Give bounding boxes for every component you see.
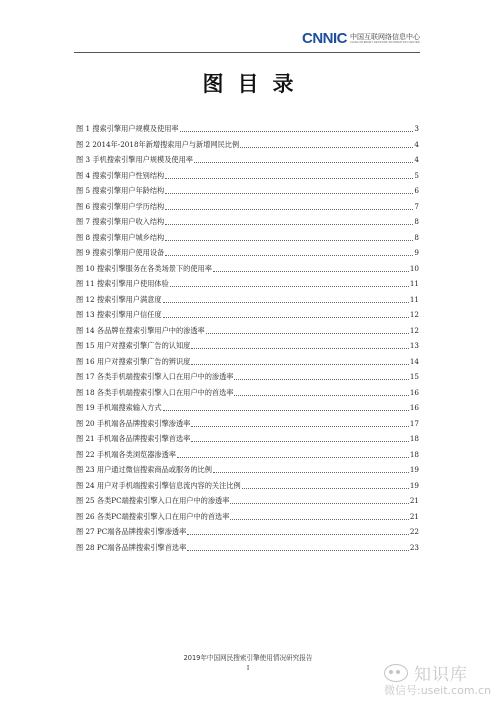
page-number: I [246,664,250,672]
toc-entry[interactable] [76,121,419,137]
toc-entry-label: 图 20 手机端各品牌搜索引擎渗透率 [76,418,191,428]
logo-cn: 中国互联网络信息中心 [350,32,420,41]
toc-entry-label: 图 11 搜索引擎用户使用体验 [76,279,169,288]
toc-entry[interactable] [76,214,419,230]
toc-leader-dots [163,301,409,303]
toc-entry-label: 图 19 手机端搜索输入方式 [76,403,162,412]
toc-leader-dots [165,254,413,256]
toc-entry-label: 图 16 用户对搜索引擎广告的辨识度 [76,356,191,366]
toc-entry-page: 22 [409,527,419,536]
toc-entry[interactable] [76,199,419,215]
watermark [384,664,492,700]
toc-entry[interactable] [76,338,419,354]
toc-entry[interactable] [76,493,419,509]
toc-entry-page: 19 [409,480,419,490]
toc-entry-page: 6 [414,186,419,195]
toc-entry[interactable] [76,400,419,416]
toc-leader-dots [187,533,409,535]
toc-leader-dots [165,208,413,210]
toc-entry-label: 图 18 各类手机端搜索引擎入口在用户中的首选率 [76,387,234,397]
toc-entry[interactable] [76,524,419,540]
toc-entry-page: 8 [414,217,419,226]
toc-entry-label: 图 9 搜索引擎用户使用设备 [76,248,165,257]
toc-entry-label: 图 1 搜索引擎用户规模及使用率 [76,124,179,133]
toc-leader-dots [234,394,408,396]
toc-entry[interactable] [76,385,419,401]
toc-entry-label: 图 14 各品牌在搜索引擎用户中的渗透率 [76,325,205,335]
toc-entry-label: 图 22 手机端各类浏览器渗透率 [76,449,176,459]
toc-leader-dots [165,192,413,194]
toc-leader-dots [234,378,408,380]
toc-leader-dots [191,363,409,365]
toc-leader-dots [165,239,413,241]
toc-leader-dots [206,332,409,334]
toc-entry-label: 图 2 2014年-2018年新增搜索用户与新增网民比例 [76,139,240,149]
toc-entry-label: 图 12 搜索引擎用户满意度 [76,294,162,304]
toc-entry-label: 图 25 各类PC端搜索引擎入口在用户中的渗透率 [76,496,230,505]
toc-entry-page: 10 [409,263,419,273]
toc-entry[interactable] [76,416,419,432]
toc-entry-label: 图 21 手机端各品牌搜索引擎首选率 [76,434,191,443]
toc-entry-page: 12 [409,310,419,319]
toc-entry-page: 9 [414,248,419,257]
toc-entry-label: 图 24 用户对手机端搜索引擎信息流内容的关注比例 [76,480,241,490]
toc-entry-label: 图 17 各类手机端搜索引擎入口在用户中的渗透率 [76,372,234,381]
toc-leader-dots [165,177,413,179]
header-divider [74,52,420,53]
toc-entry[interactable] [76,354,419,370]
toc-entry[interactable] [76,276,419,292]
toc-entry-page: 12 [409,325,419,335]
toc-entry-page: 18 [409,449,419,459]
toc-entry-label: 图 3 手机搜索引擎用户规模及使用率 [76,155,193,164]
toc-entry[interactable] [76,245,419,261]
cnnic-logo [302,30,420,47]
toc-leader-dots [242,487,409,489]
toc-leader-dots [163,316,409,318]
toc-entry[interactable] [76,292,419,308]
toc-leader-dots [230,502,408,504]
toc-leader-dots [191,347,409,349]
toc-entry-page: 14 [409,356,419,366]
toc-entry-page: 17 [409,418,419,428]
toc-entry-page: 7 [414,201,419,211]
toc-entry[interactable] [76,509,419,525]
toc-leader-dots [163,409,409,411]
toc-leader-dots [191,425,409,427]
toc-entry-page: 13 [409,341,419,350]
toc-entry[interactable] [76,323,419,339]
toc-entry-label: 图 13 搜索引擎用户信任度 [76,310,162,319]
logo-text [350,33,420,45]
toc-leader-dots [191,440,409,442]
wechat-icon [384,664,408,682]
watermark-wechat-id: 微信号:useit.com.cn [384,684,492,697]
watermark-title: 知识库 [414,665,468,685]
toc-leader-dots [180,130,414,132]
toc-leader-dots [240,146,413,148]
toc-entry-page: 11 [409,294,419,304]
logo-en: CHINA INTERNET NETWORK INFORMATION CENTER [350,40,420,44]
logo-mark: CNNIC [302,30,347,47]
toc-entry[interactable] [76,369,419,385]
footer-report-title: 2019年中国网民搜索引擎使用情况研究报告 [183,654,313,662]
table-of-figures [76,121,419,555]
toc-entry-label: 图 5 搜索引擎用户年龄结构 [76,186,165,195]
toc-entry[interactable] [76,230,419,246]
toc-leader-dots [194,161,413,163]
toc-entry[interactable] [76,168,419,184]
toc-entry[interactable] [76,183,419,199]
toc-leader-dots [165,223,413,225]
toc-entry-page: 16 [409,387,419,397]
toc-entry-label: 图 15 用户对搜索引擎广告的认知度 [76,341,191,350]
toc-entry-page: 4 [414,139,419,149]
toc-entry-page: 16 [409,403,419,412]
toc-entry-page: 21 [409,496,419,505]
toc-entry-page: 19 [409,465,419,474]
toc-entry-page: 11 [409,279,419,288]
toc-entry[interactable] [76,540,419,556]
toc-entry-page: 21 [409,511,419,521]
toc-entry-page: 3 [414,124,419,133]
page-header [0,0,496,54]
toc-entry[interactable] [76,478,419,494]
toc-leader-dots [177,456,409,458]
toc-entry-label: 图 26 各类PC端搜索引擎入口在用户中的首选率 [76,511,230,521]
toc-entry-label: 图 6 搜索引擎用户学历结构 [76,201,165,211]
toc-entry-label: 图 8 搜索引擎用户城乡结构 [76,232,165,242]
toc-entry[interactable] [76,307,419,323]
toc-entry-label: 图 23 用户通过微信搜索商品或服务的比例 [76,465,212,474]
toc-entry[interactable] [76,462,419,478]
toc-entry-page: 5 [414,170,419,180]
toc-leader-dots [170,285,409,287]
toc-entry-label: 图 10 搜索引擎服务在各类场景下的使用率 [76,263,212,273]
toc-entry-page: 23 [409,542,419,552]
toc-entry-label: 图 4 搜索引擎用户性别结构 [76,170,165,180]
toc-leader-dots [187,549,409,551]
toc-entry[interactable] [76,137,419,153]
toc-entry[interactable] [76,431,419,447]
toc-entry-page: 18 [409,434,419,443]
toc-leader-dots [213,471,409,473]
toc-entry-label: 图 27 PC端各品牌搜索引擎渗透率 [76,527,187,536]
toc-entry[interactable] [76,261,419,277]
toc-entry-page: 8 [414,232,419,242]
toc-leader-dots [230,518,408,520]
page-title: 图目录 [202,72,308,96]
toc-entry-page: 15 [409,372,419,381]
toc-entry-page: 4 [414,155,419,164]
toc-leader-dots [213,270,409,272]
toc-entry[interactable] [76,152,419,168]
toc-entry[interactable] [76,447,419,463]
toc-entry-label: 图 7 搜索引擎用户收入结构 [76,217,165,226]
toc-entry-label: 图 28 PC端各品牌搜索引擎首选率 [76,542,187,552]
